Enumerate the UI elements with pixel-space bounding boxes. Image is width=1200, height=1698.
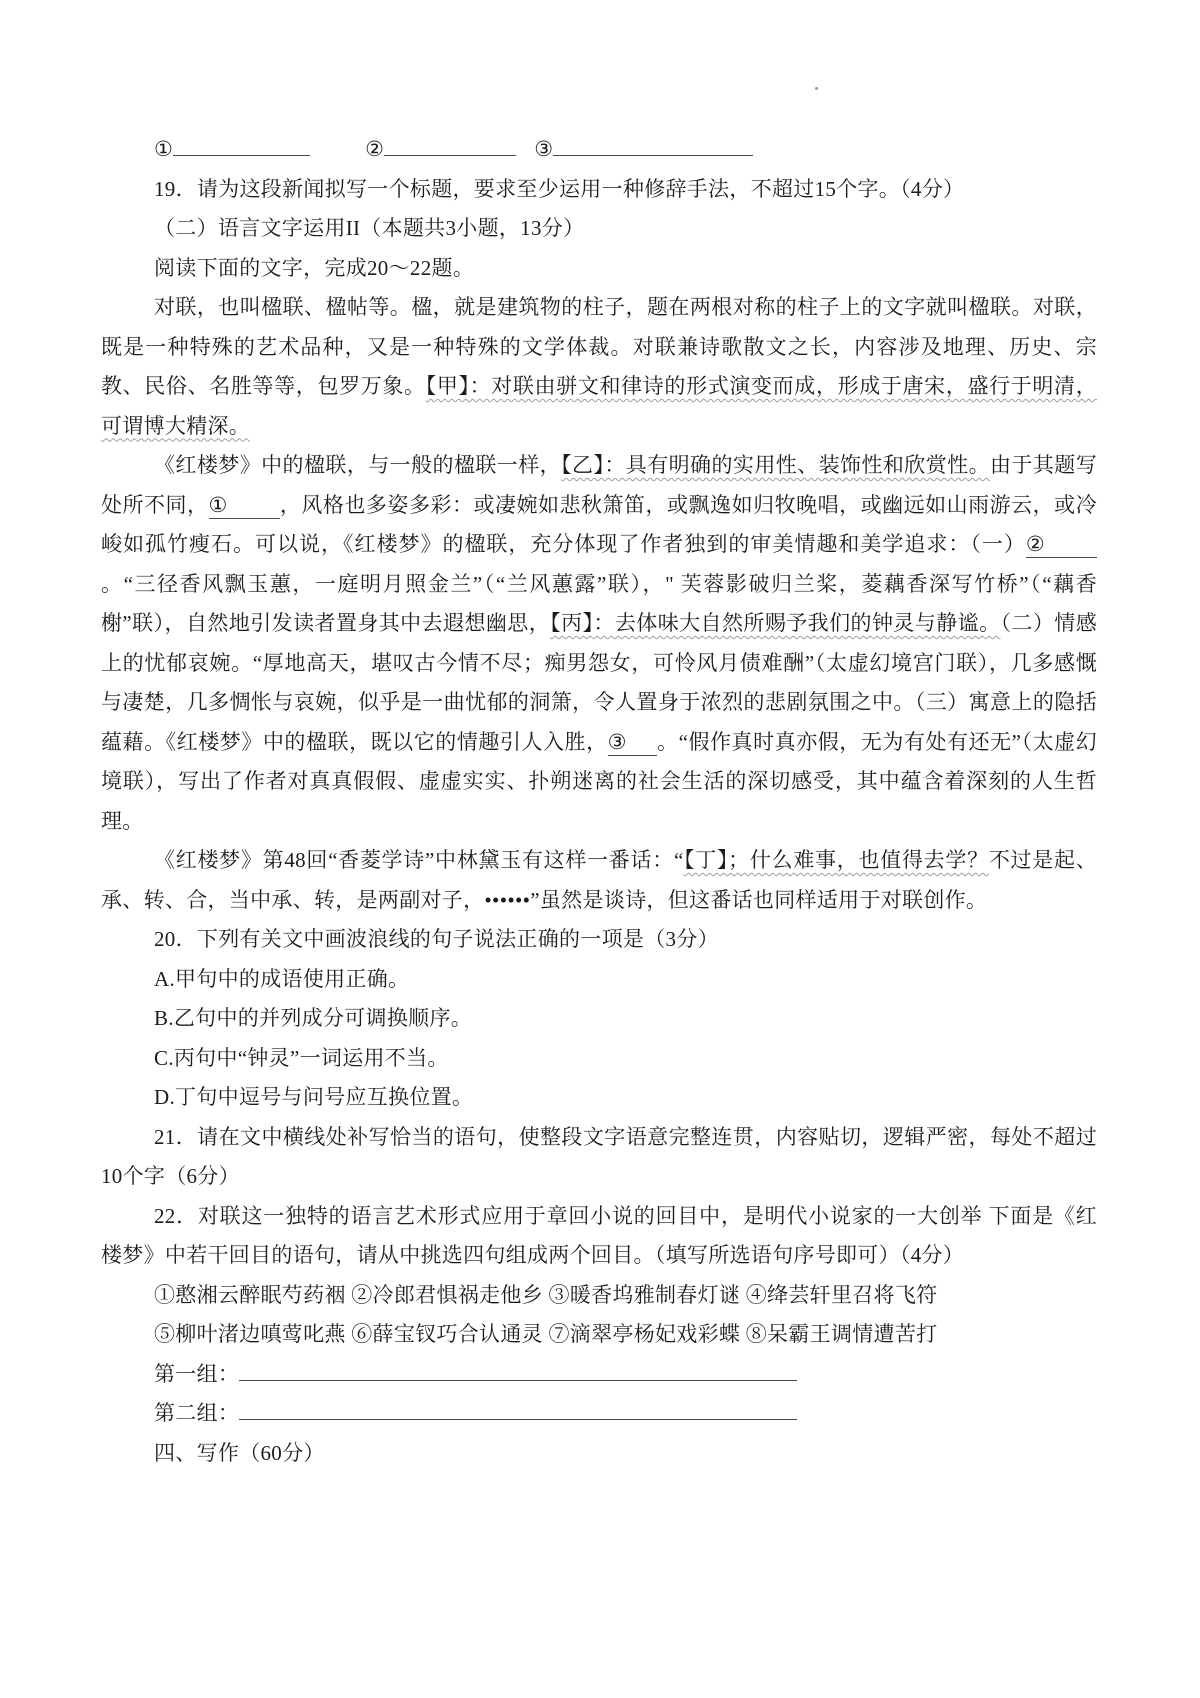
option-d-text: D.丁句中逗号与问号应互换位置。: [154, 1085, 474, 1109]
question-20-option-a: [101, 960, 1097, 1000]
stray-scan-mark: [815, 87, 818, 90]
option-c-text: C.丙句中“钟灵”一词运用不当。: [154, 1045, 449, 1070]
answer-group-2: [101, 1394, 1097, 1434]
question-20-option-c: [101, 1039, 1097, 1079]
passage-paragraph-1: [101, 288, 1097, 446]
choices-5-8-text: ⑤柳叶渚边嗔莺叱燕 ⑥薛宝钗巧合认通灵 ⑦滴翠亭杨妃戏彩蝶 ⑧呆霸王调情遭苦打: [154, 1322, 938, 1346]
question-22-choices-line2: [101, 1315, 1097, 1355]
p2-text-5: （二）情感上的忧郁哀婉。“厚地高天，堪叹古今情不尽；痴男怨女，可怜风月债难酬”（太虚幻境宫门联），几多感慨与凄楚，几多惆怅与哀婉，似乎是一曲忧郁的洞箫，令人置身于浓烈的悲剧氛围之中。（三）寓意上的隐括蕴藉。《红楼梦》中的楹联，既以它的情趣引人入胜，: [101, 611, 1097, 754]
p2-text-2: 由于其题写处所不同，: [101, 453, 1097, 517]
wavy-sentence-ding: 【丁】；什么难事，也值得去学？: [683, 848, 989, 872]
wavy-sentence-bing: 【丙】：去体味大自然所赐予我们的钟灵与静谧。: [550, 611, 1001, 635]
group-2-label: 第二组：: [154, 1401, 240, 1425]
group-2-blank-line: [239, 1397, 797, 1420]
section-ii-header-text: （二）语言文字运用II（本题共3小题，13分）: [154, 216, 585, 240]
blank1-number: ①: [154, 137, 174, 161]
question-20-text: 20．下列有关文中画波浪线的句子说法正确的一项是（3分）: [154, 927, 719, 951]
question-20: [101, 920, 1097, 960]
p1-text: 对联，也叫楹联、楹帖等。楹，就是建筑物的柱子，题在两根对称的柱子上的文字就叫楹联。对联，既是一种特殊的艺术品种，又是一种特殊的文学体裁。对联兼诗歌散文之长，内容涉及地理、历史、宗教、民俗、名胜等等，包罗万象。: [101, 295, 1097, 398]
group-1-label: 第一组：: [154, 1361, 240, 1386]
section-iv-header: [101, 1434, 1097, 1474]
question-19: [101, 170, 1097, 210]
blank1-line: [173, 133, 310, 156]
inline-blank-3: ③: [608, 730, 657, 756]
wavy-sentence-yi: 【乙】：具有明确的实用性、装饰性和欣赏性。: [561, 453, 990, 477]
reading-intro-text: 阅读下面的文字，完成20～22题。: [154, 255, 475, 280]
wavy-sentence-jia: 【甲】：对联由骈文和律诗的形式演变而成，形成于唐宋，盛行于明清，可谓博大精深。: [101, 374, 1097, 438]
choices-1-4-text: ①憨湘云醉眠芍药裀 ②冷郎君惧祸走他乡 ③暖香坞雅制春灯谜 ④绛芸轩里召将飞符: [154, 1282, 938, 1307]
option-b-text: B.乙句中的并列成分可调换顺序。: [154, 1006, 473, 1030]
answer-group-1: [101, 1355, 1097, 1395]
question-21-text: 21．请在文中横线处补写恰当的语句，使整段文字语意完整连贯，内容贴切，逻辑严密，每处不超过10个字（6分）: [101, 1124, 1097, 1188]
blank2-number: ②: [365, 137, 385, 161]
question-22-choices-line1: [101, 1276, 1097, 1316]
question-19-text: 19．请为这段新闻拟写一个标题，要求至少运用一种修辞手法，不超过15个字。（4分）: [154, 176, 965, 201]
section-iv-header-text: 四、写作（60分）: [154, 1440, 325, 1465]
passage-paragraph-2: [101, 446, 1097, 841]
p2-text-6: 。“假作真时真亦假，无为有处有还无”（太虚幻境联），写出了作者对真真假假、虚虚实实、扑朔迷离的社会生活的深切感受，其中蕴含着深刻的人生哲理。: [101, 729, 1097, 833]
exam-content: [101, 130, 1097, 1473]
p2-text-4: 。“三径香风飘玉蕙，一庭明月照金兰”（“兰风蕙露”联），" 芙蓉影破归兰桨，菱藕香深写竹桥”（“藕香榭”联），自然地引发读者置身其中去遐想幽思，: [101, 571, 1097, 635]
question-20-option-b: [101, 999, 1097, 1039]
question-20-option-d: [101, 1078, 1097, 1118]
answer-blanks-line: [101, 130, 1097, 170]
section-ii-header: [101, 209, 1097, 249]
inline-blank-1: ①: [209, 493, 280, 519]
blank3-number: ③: [534, 137, 554, 161]
inline-blank-2: ②: [1026, 532, 1097, 558]
p2-text-3: ，风格也多姿多彩：或凄婉如悲秋箫笛，或飘逸如归牧晚唱，或幽远如山雨游云，或冷峻如孤竹瘦石。可以说，《红楼梦》的楹联，充分体现了作者独到的审美情趣和美学追求：（一）: [101, 492, 1097, 556]
reading-intro: [101, 249, 1097, 289]
group-1-blank-line: [239, 1357, 797, 1380]
p3-text-1: 《红楼梦》第48回“香菱学诗”中林黛玉有这样一番话：“: [154, 848, 684, 872]
question-22-text: 22．对联这一独特的语言艺术形式应用于章回小说的回目中，是明代小说家的一大创举 下面是《红楼梦》中若干回目的语句，请从中挑选四句组成两个回目。（填写所选语句序号即可）（4分）: [101, 1203, 1097, 1267]
p2-text-1: 《红楼梦》中的楹联，与一般的楹联一样，: [154, 453, 562, 477]
p3-text-2: 不过是起、承、转、合，当中承、转，是两副对子，••••••”虽然是谈诗，但这番话也同样适用于对联创作。: [101, 848, 1098, 912]
question-21: [101, 1118, 1097, 1197]
question-22: [101, 1197, 1097, 1276]
option-a-text: A.甲句中的成语使用正确。: [154, 966, 410, 991]
blank2-line: [384, 133, 516, 156]
blank3-line: [553, 133, 753, 156]
passage-paragraph-3: [101, 841, 1097, 920]
